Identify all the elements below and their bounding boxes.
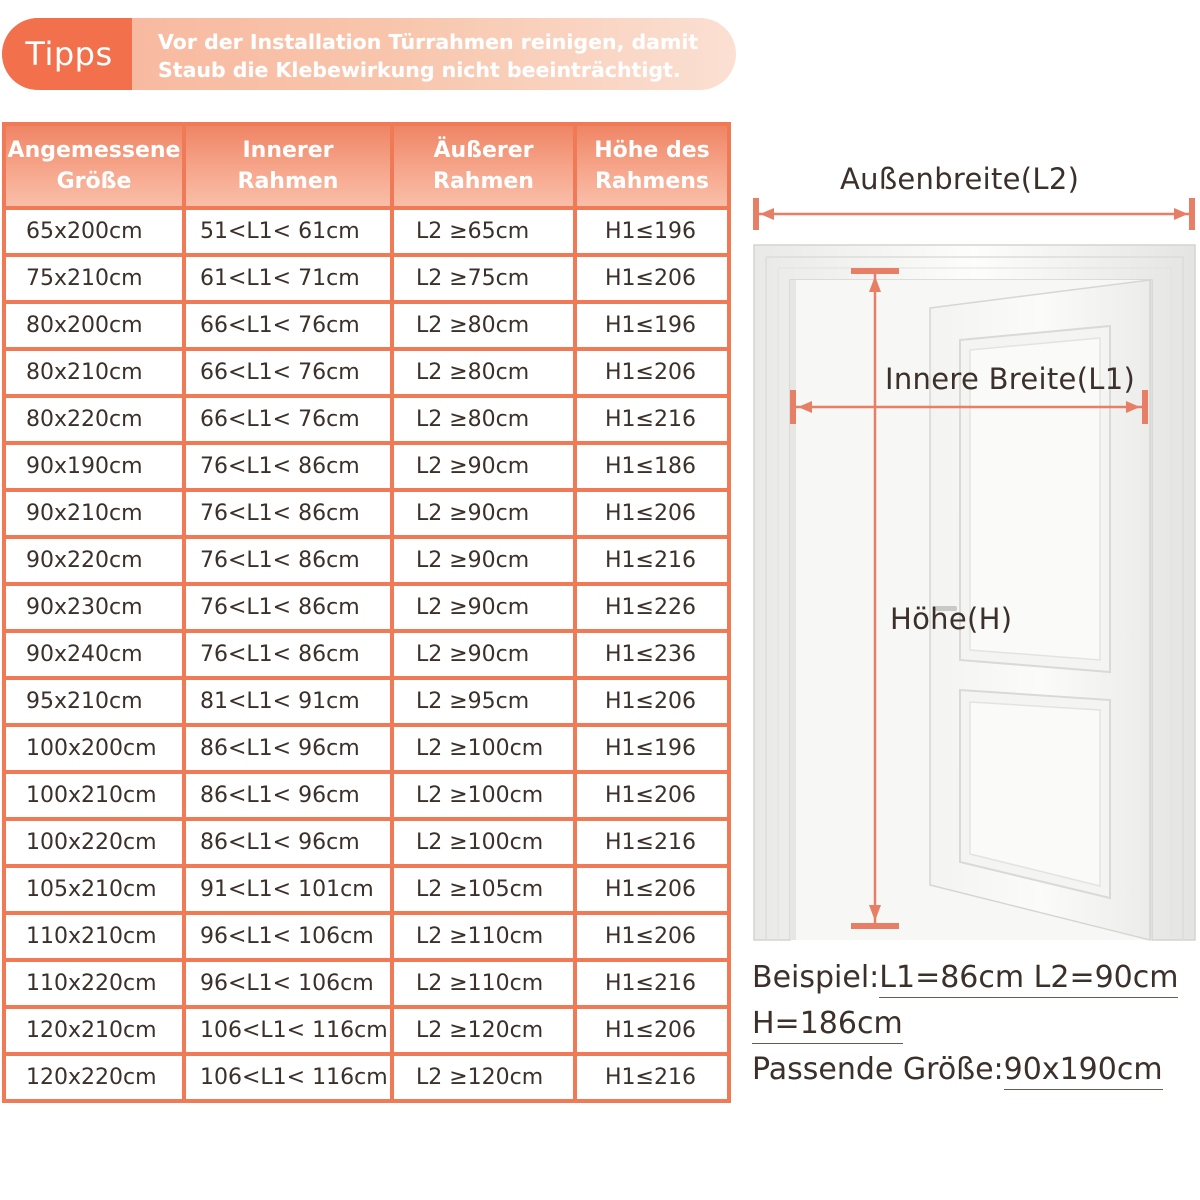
cell-outer-frame: L2 ≥90cm <box>392 584 575 631</box>
cell-outer-frame: L2 ≥105cm <box>392 866 575 913</box>
cell-size: 90x220cm <box>4 537 184 584</box>
cell-size: 110x220cm <box>4 960 184 1007</box>
cell-outer-frame: L2 ≥90cm <box>392 443 575 490</box>
table-row <box>4 584 729 631</box>
cell-size: 90x210cm <box>4 490 184 537</box>
cell-frame-height: H1≤196 <box>575 725 729 772</box>
header-outer-frame: Äußerer Rahmen <box>392 124 575 208</box>
cell-outer-frame: L2 ≥75cm <box>392 255 575 302</box>
cell-inner-frame: 81<L1< 91cm <box>184 678 392 725</box>
table-row <box>4 302 729 349</box>
tip-banner <box>2 18 736 90</box>
example-block <box>752 955 1198 1093</box>
cell-size: 65x200cm <box>4 208 184 255</box>
cell-inner-frame: 86<L1< 96cm <box>184 819 392 866</box>
cell-outer-frame: L2 ≥80cm <box>392 302 575 349</box>
cell-outer-frame: L2 ≥90cm <box>392 631 575 678</box>
example-line-1 <box>752 955 1198 1001</box>
cell-inner-frame: 91<L1< 101cm <box>184 866 392 913</box>
cell-frame-height: H1≤196 <box>575 208 729 255</box>
table-row <box>4 443 729 490</box>
cell-size: 100x200cm <box>4 725 184 772</box>
cell-frame-height: H1≤206 <box>575 913 729 960</box>
cell-size: 80x220cm <box>4 396 184 443</box>
cell-inner-frame: 106<L1< 116cm <box>184 1054 392 1101</box>
cell-outer-frame: L2 ≥90cm <box>392 537 575 584</box>
table-row <box>4 1007 729 1054</box>
example-line-3 <box>752 1047 1198 1093</box>
cell-size: 80x200cm <box>4 302 184 349</box>
cell-frame-height: H1≤196 <box>575 302 729 349</box>
table-row <box>4 913 729 960</box>
example-prefix: Beispiel: <box>752 960 880 995</box>
height-label: Höhe(H) <box>890 602 1013 636</box>
example-fit-prefix: Passende Größe: <box>752 1052 1004 1087</box>
cell-size: 120x220cm <box>4 1054 184 1101</box>
cell-size: 105x210cm <box>4 866 184 913</box>
cell-frame-height: H1≤206 <box>575 349 729 396</box>
cell-frame-height: H1≤216 <box>575 960 729 1007</box>
table-row <box>4 396 729 443</box>
header-size: Angemessene Größe <box>4 124 184 208</box>
cell-inner-frame: 61<L1< 71cm <box>184 255 392 302</box>
cell-outer-frame: L2 ≥90cm <box>392 490 575 537</box>
cell-frame-height: H1≤226 <box>575 584 729 631</box>
header-frame-height: Höhe des Rahmens <box>575 124 729 208</box>
cell-frame-height: H1≤206 <box>575 866 729 913</box>
table-row <box>4 819 729 866</box>
cell-outer-frame: L2 ≥100cm <box>392 725 575 772</box>
cell-outer-frame: L2 ≥120cm <box>392 1054 575 1101</box>
cell-frame-height: H1≤216 <box>575 396 729 443</box>
table-row <box>4 490 729 537</box>
header-inner-frame: Innerer Rahmen <box>184 124 392 208</box>
tip-text <box>132 18 736 90</box>
cell-size: 110x210cm <box>4 913 184 960</box>
tip-text-line-1: Vor der Installation Türrahmen reinigen, damit <box>158 30 699 54</box>
inner-width-label: Innere Breite(L1) <box>885 362 1136 396</box>
table-body <box>4 208 729 1101</box>
cell-outer-frame: L2 ≥80cm <box>392 396 575 443</box>
cell-frame-height: H1≤206 <box>575 678 729 725</box>
table-row <box>4 631 729 678</box>
cell-frame-height: H1≤186 <box>575 443 729 490</box>
cell-outer-frame: L2 ≥110cm <box>392 960 575 1007</box>
cell-size: 95x210cm <box>4 678 184 725</box>
table-row <box>4 960 729 1007</box>
cell-inner-frame: 76<L1< 86cm <box>184 443 392 490</box>
cell-frame-height: H1≤216 <box>575 537 729 584</box>
cell-size: 120x210cm <box>4 1007 184 1054</box>
cell-inner-frame: 76<L1< 86cm <box>184 490 392 537</box>
cell-outer-frame: L2 ≥100cm <box>392 819 575 866</box>
table-header-row <box>4 124 729 208</box>
cell-size: 100x210cm <box>4 772 184 819</box>
example-fit-value: 90x190cm <box>1004 1052 1163 1090</box>
cell-size: 90x230cm <box>4 584 184 631</box>
door-illustration <box>740 150 1200 950</box>
table-row <box>4 537 729 584</box>
door-diagram <box>740 150 1200 950</box>
cell-inner-frame: 76<L1< 86cm <box>184 537 392 584</box>
table-row <box>4 725 729 772</box>
cell-outer-frame: L2 ≥100cm <box>392 772 575 819</box>
cell-frame-height: H1≤216 <box>575 819 729 866</box>
cell-inner-frame: 86<L1< 96cm <box>184 725 392 772</box>
table-row <box>4 1054 729 1101</box>
cell-size: 90x240cm <box>4 631 184 678</box>
example-values: L1=86cm L2=90cm <box>879 960 1178 998</box>
outer-width-label: Außenbreite(L2) <box>840 162 1080 196</box>
cell-size: 90x190cm <box>4 443 184 490</box>
cell-inner-frame: 96<L1< 106cm <box>184 913 392 960</box>
cell-inner-frame: 76<L1< 86cm <box>184 584 392 631</box>
cell-inner-frame: 51<L1< 61cm <box>184 208 392 255</box>
example-line-2 <box>752 1001 1198 1047</box>
cell-inner-frame: 86<L1< 96cm <box>184 772 392 819</box>
cell-outer-frame: L2 ≥120cm <box>392 1007 575 1054</box>
table-row <box>4 772 729 819</box>
cell-frame-height: H1≤236 <box>575 631 729 678</box>
cell-frame-height: H1≤206 <box>575 772 729 819</box>
cell-inner-frame: 66<L1< 76cm <box>184 302 392 349</box>
cell-outer-frame: L2 ≥95cm <box>392 678 575 725</box>
cell-size: 100x220cm <box>4 819 184 866</box>
example-height: H=186cm <box>752 1006 903 1044</box>
cell-frame-height: H1≤206 <box>575 1007 729 1054</box>
tip-label: Tipps <box>2 18 132 90</box>
table-row <box>4 208 729 255</box>
tip-text-line-2: Staub die Klebewirkung nicht beeinträchtigt. <box>158 58 681 82</box>
table-row <box>4 678 729 725</box>
table-row <box>4 255 729 302</box>
cell-size: 75x210cm <box>4 255 184 302</box>
size-table <box>2 122 731 1103</box>
cell-frame-height: H1≤206 <box>575 490 729 537</box>
table-row <box>4 866 729 913</box>
cell-inner-frame: 66<L1< 76cm <box>184 396 392 443</box>
cell-outer-frame: L2 ≥80cm <box>392 349 575 396</box>
cell-inner-frame: 66<L1< 76cm <box>184 349 392 396</box>
cell-inner-frame: 106<L1< 116cm <box>184 1007 392 1054</box>
table-row <box>4 349 729 396</box>
cell-inner-frame: 96<L1< 106cm <box>184 960 392 1007</box>
outer-width-measure <box>753 198 1195 230</box>
cell-size: 80x210cm <box>4 349 184 396</box>
cell-outer-frame: L2 ≥110cm <box>392 913 575 960</box>
cell-inner-frame: 76<L1< 86cm <box>184 631 392 678</box>
cell-outer-frame: L2 ≥65cm <box>392 208 575 255</box>
cell-frame-height: H1≤216 <box>575 1054 729 1101</box>
cell-frame-height: H1≤206 <box>575 255 729 302</box>
